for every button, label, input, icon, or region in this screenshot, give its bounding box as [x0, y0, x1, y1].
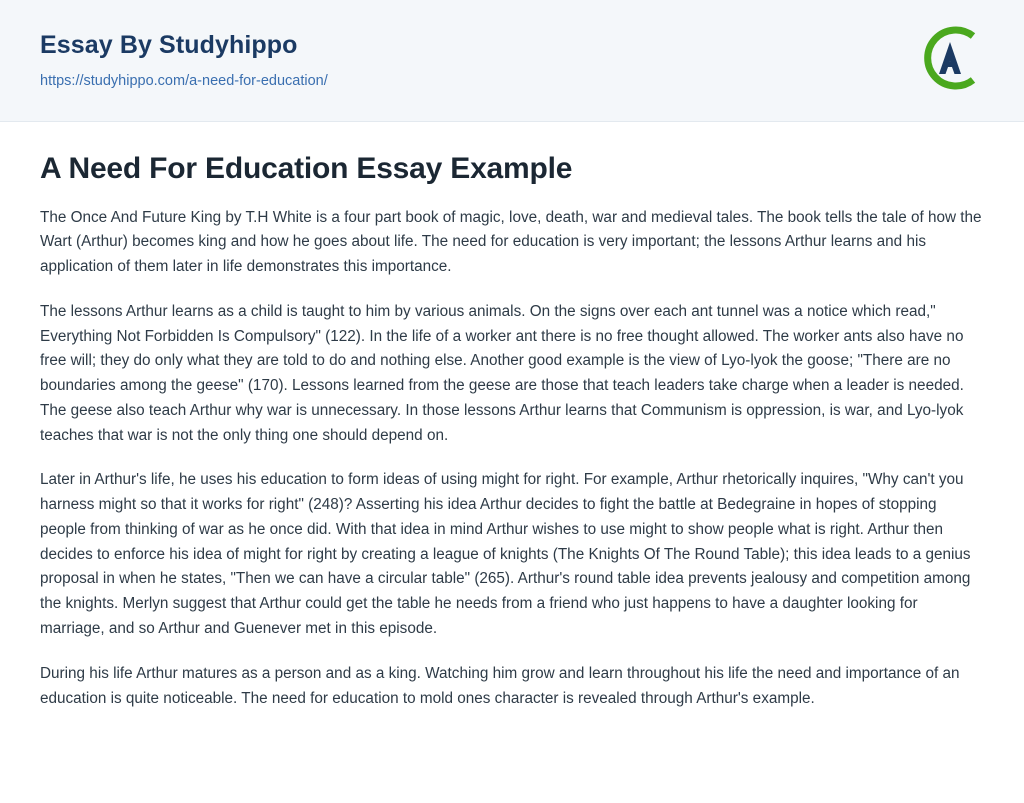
article-paragraph: The lessons Arthur learns as a child is taught to him by various animals. On the signs over each ant tunnel was a notice which read," Everything Not Forbidden Is Compulsory" (122). In the life of a worker ant there is no free thought allowed. The worker ants also have no free will; they do only what they are told to do and nothing else. Another good example is the view of Lyo-lyok the goose; "There are no boundaries among the geese" (170). Lessons learned from the geese are those that teach leaders take charge when a leader is needed. The geese also teach Arthur why war is unnecessary. In those lessons Arthur learns that Communism is oppression, is war, and Lyo-lyok teaches that war is not the only thing one should depend on. [40, 302, 964, 444]
site-brand-title: Essay By Studyhippo [40, 31, 298, 59]
article-body [0, 122, 1024, 711]
source-url-link[interactable]: https://studyhippo.com/a-need-for-education/ [40, 73, 328, 89]
article-paragraph: During his life Arthur matures as a person and as a king. Watching him grow and learn throughout his life the need and importance of an education is quite noticeable. The need for education to mold ones character is revealed through Arthur's example. [40, 664, 960, 707]
page-title: A Need For Education Essay Example [40, 152, 573, 185]
article-paragraph: Later in Arthur's life, he uses his education to form ideas of using might for right. For example, Arthur rhetorically inquires, "Why can't you harness might so that it works for right" (248)? Asserting his idea Arthur decides to fight the battle at Bedegraine in hopes of stopping people from thinking of war as he once did. With that idea in mind Arthur wishes to use might to show people what is right. Arthur then decides to enforce his idea of might for right by creating a league of knights (The Knights Of The Round Table); this idea leads to a genius proposal in when he states, "Then we can have a circular table" (265). Arthur's round table idea prevents jealousy and competition among the knights. Merlyn suggest that Arthur could get the table he needs from a friend who just happens to have a daughter looking for marriage, and so Arthur and Guenever met in this episode. [40, 471, 971, 637]
site-header [0, 0, 1024, 122]
studyhippo-a-logo-icon [914, 22, 986, 94]
article-paragraph: The Once And Future King by T.H White is a four part book of magic, love, death, war and medieval tales. The book tells the tale of how the Wart (Arthur) becomes king and how he goes about life. The need for education is very important; the lessons Arthur learns and his application of them later in life demonstrates this importance. [40, 208, 982, 276]
